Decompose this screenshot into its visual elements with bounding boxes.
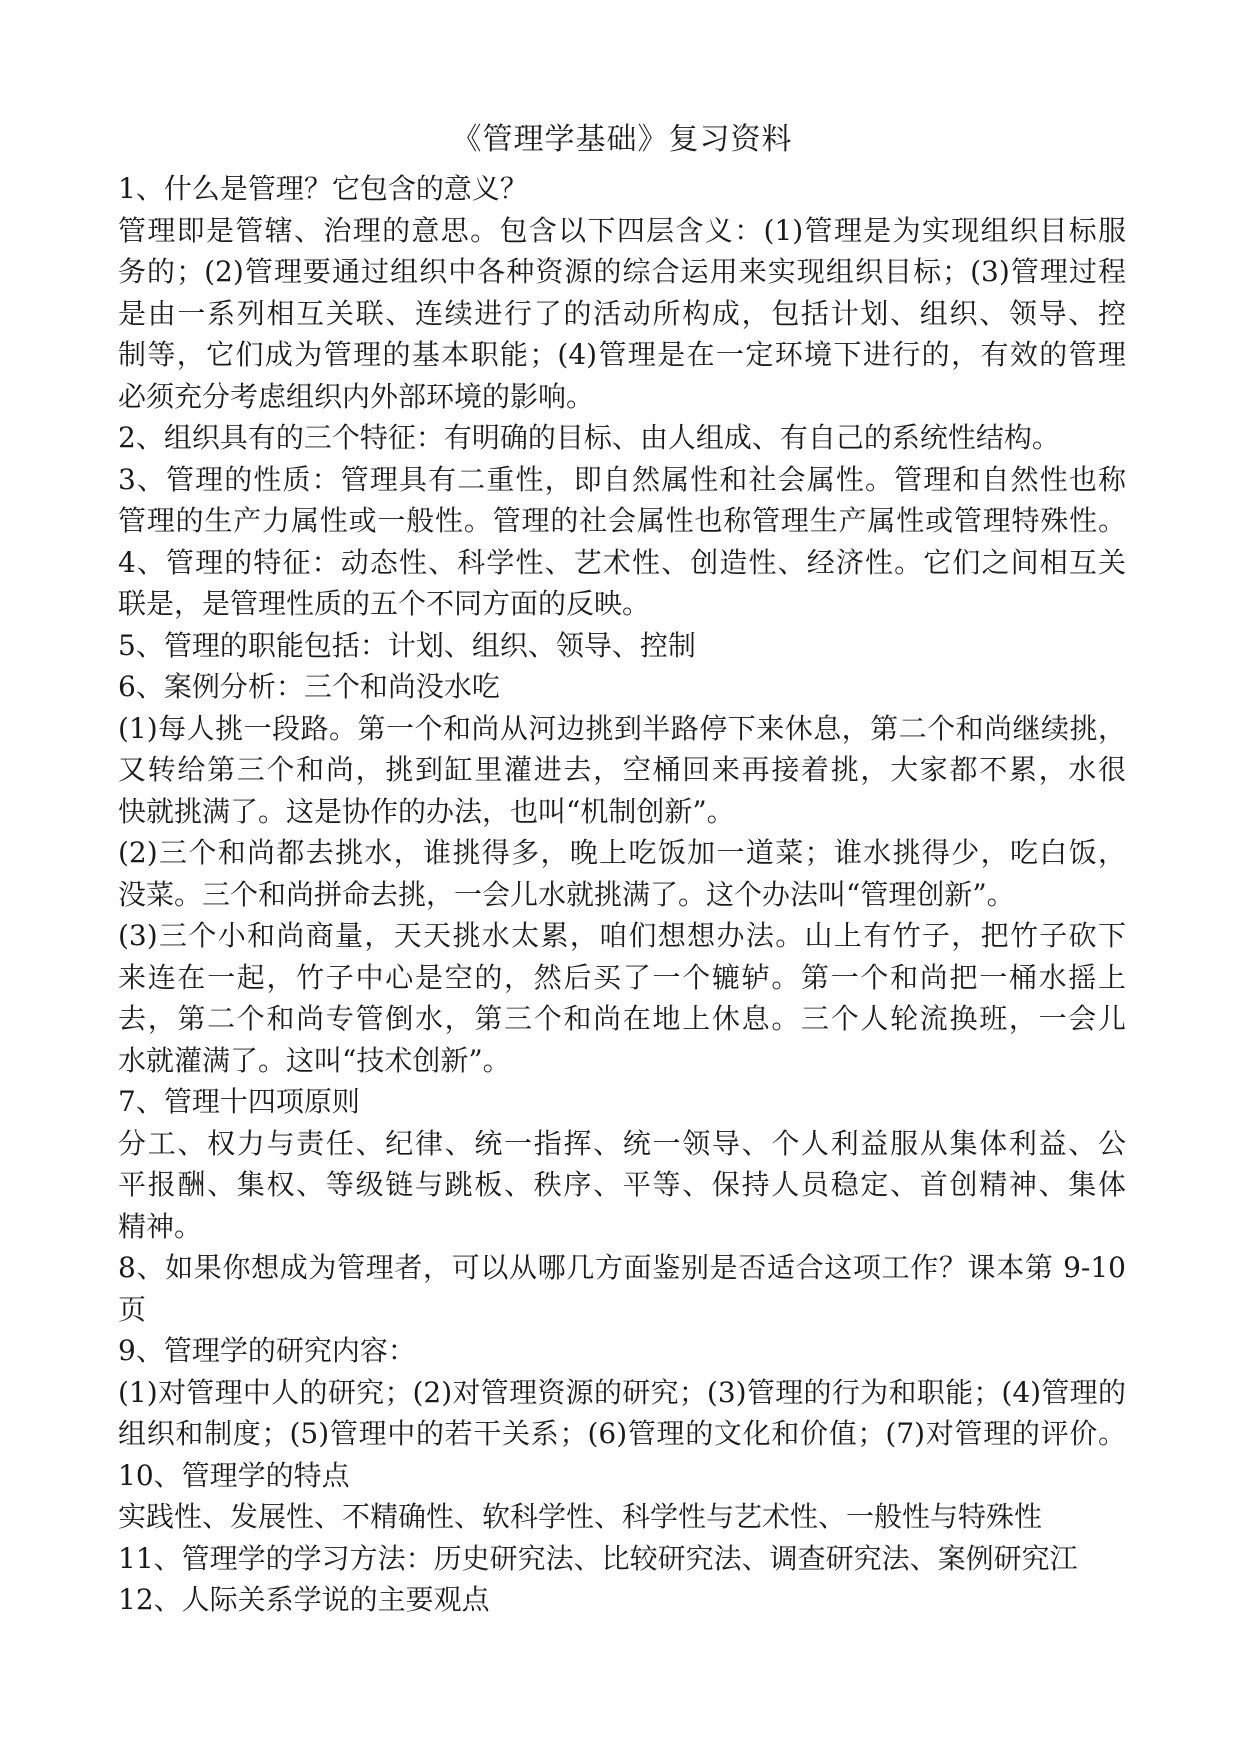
text-line: 页 bbox=[118, 1292, 147, 1326]
text-line: 11、管理学的学习方法：历史研究法、比较研究法、调查研究法、案例研究江 bbox=[118, 1541, 1078, 1575]
text-line: 7、管理十四项原则 bbox=[118, 1085, 360, 1118]
text-line: 管理的生产力属性或一般性。管理的社会属性也称管理生产属性或管理特殊性。 bbox=[118, 504, 1126, 537]
text-line: (3)三个小和尚商量，天天挑水太累，咱们想想办法。山上有竹子，把竹子砍下 bbox=[118, 919, 1126, 952]
text-line: 管理即是管辖、治理的意思。包含以下四层含义：(1)管理是为实现组织目标服 bbox=[118, 213, 1126, 247]
text-line: 2、组织具有的三个特征：有明确的目标、由人组成、有自己的系统性结构。 bbox=[118, 421, 1060, 454]
text-line: 4、管理的特征：动态性、科学性、艺术性、创造性、经济性。它们之间相互关 bbox=[118, 545, 1126, 579]
text-line: 联是，是管理性质的五个不同方面的反映。 bbox=[118, 587, 651, 620]
text-line: 6、案例分析：三个和尚没水吃 bbox=[118, 670, 500, 703]
text-line: 没菜。三个和尚拼命去挑，一会儿水就挑满了。这个办法叫“管理创新”。 bbox=[118, 877, 1015, 911]
document-page bbox=[118, 112, 1126, 1621]
text-line: 快就挑满了。这是协作的办法，也叫“机制创新”。 bbox=[118, 794, 735, 828]
text-line: 水就灌满了。这叫“技术创新”。 bbox=[118, 1043, 511, 1077]
text-line: 5、管理的职能包括：计划、组织、领导、控制 bbox=[118, 628, 696, 662]
text-line: 1、什么是管理？它包含的意义？ bbox=[118, 172, 528, 205]
text-line: 来连在一起，竹子中心是空的，然后买了一个辘轳。第一个和尚把一桶水摇上 bbox=[118, 960, 1126, 994]
text-line: 制等，它们成为管理的基本职能；(4)管理是在一定环境下进行的，有效的管理 bbox=[118, 338, 1126, 371]
text-line: (1)对管理中人的研究；(2)对管理资源的研究；(3)管理的行为和职能；(4)管理的 bbox=[118, 1375, 1126, 1409]
text-line: 组织和制度；(5)管理中的若干关系；(6)管理的文化和价值；(7)对管理的评价。 bbox=[118, 1417, 1126, 1450]
text-line: 9、管理学的研究内容： bbox=[118, 1334, 416, 1367]
document-body bbox=[118, 168, 1126, 1621]
text-line: 10、管理学的特点 bbox=[118, 1458, 350, 1492]
text-line: (2)三个和尚都去挑水，谁挑得多，晚上吃饭加一道菜；谁水挑得少，吃白饭， bbox=[118, 836, 1126, 869]
text-line: 3、管理的性质：管理具有二重性，即自然属性和社会属性。管理和自然性也称 bbox=[118, 462, 1126, 496]
text-line: 精神。 bbox=[118, 1209, 203, 1243]
text-line: 又转给第三个和尚，挑到缸里灌进去，空桶回来再接着挑，大家都不累，水很 bbox=[118, 753, 1126, 786]
text-line: 平报酬、集权、等级链与跳板、秩序、平等、保持人员稳定、首创精神、集体 bbox=[118, 1168, 1126, 1201]
text-line: 8、如果你想成为管理者，可以从哪几方面鉴别是否适合这项工作？课本第 9-10 bbox=[118, 1251, 1126, 1284]
text-line: 是由一系列相互关联、连续进行了的活动所构成，包括计划、组织、领导、控 bbox=[118, 296, 1126, 330]
document-title: 《管理学基础》复习资料 bbox=[451, 122, 793, 157]
text-line: 分工、权力与责任、纪律、统一指挥、统一领导、个人利益服从集体利益、公 bbox=[118, 1126, 1126, 1160]
text-line: 12、人际关系学说的主要观点 bbox=[118, 1583, 490, 1616]
text-line: (1)每人挑一段路。第一个和尚从河边挑到半路停下来休息，第二个和尚继续挑， bbox=[118, 711, 1126, 745]
text-line: 务的；(2)管理要通过组织中各种资源的综合运用来实现组织目标；(3)管理过程 bbox=[118, 255, 1126, 288]
text-line: 去，第二个和尚专管倒水，第三个和尚在地上休息。三个人轮流换班，一会儿 bbox=[118, 1002, 1126, 1035]
text-line: 实践性、发展性、不精确性、软科学性、科学性与艺术性、一般性与特殊性 bbox=[118, 1500, 1043, 1533]
text-line: 必须充分考虑组织内外部环境的影响。 bbox=[118, 379, 595, 413]
